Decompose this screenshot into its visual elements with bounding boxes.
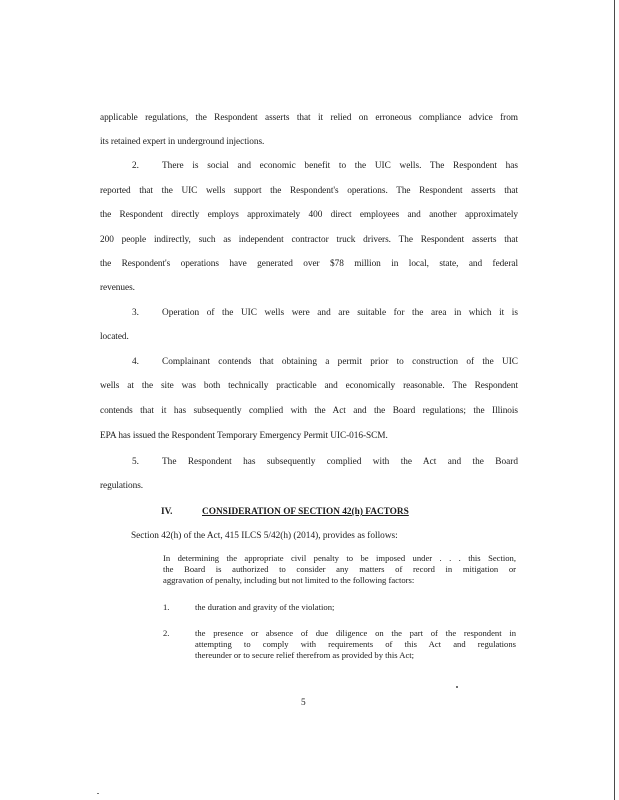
paragraph-number: 4. <box>132 357 139 367</box>
body-line: EPA has issued the Respondent Temporary Emergency Permit UIC-016-SCM. <box>100 431 388 441</box>
body-line: reported that the UIC wells support the Respondent's operations. The Respondent asserts that <box>100 186 518 196</box>
statute-intro-line: Section 42(h) of the Act, 415 ILCS 5/42(h) (2014), provides as follows: <box>131 531 398 541</box>
factor-number: 2. <box>163 628 170 638</box>
paragraph-number: 5. <box>132 457 139 467</box>
scan-edge-line <box>614 0 615 800</box>
factor-line: the duration and gravity of the violation; <box>195 602 335 612</box>
body-line: its retained expert in underground injections. <box>100 137 265 147</box>
factor-line: attempting to comply with requirements of this Act and regulations <box>195 639 516 649</box>
body-line: located. <box>100 332 129 342</box>
paragraph-number: 3. <box>132 308 139 318</box>
paragraph-first-line: Complainant contends that obtaining a permit prior to construction of the UIC <box>162 357 518 367</box>
quote-line: aggravation of penalty, including but not limited to the following factors: <box>163 575 415 585</box>
scan-speck <box>97 793 99 794</box>
factor-number: 1. <box>163 602 170 612</box>
page-number: 5 <box>301 698 306 708</box>
scan-speck <box>456 686 458 688</box>
body-line: contends that it has subsequently complied with the Act and the Board regulations; the Illinois <box>100 406 518 416</box>
body-line: regulations. <box>100 481 144 491</box>
body-line: the Respondent's operations have generated over $78 million in local, state, and federal <box>100 259 518 269</box>
quote-line: In determining the appropriate civil penalty to be imposed under . . . this Section, <box>163 553 516 563</box>
section-heading-title: CONSIDERATION OF SECTION 42(h) FACTORS <box>202 507 409 517</box>
body-line: wells at the site was both technically practicable and economically reasonable. The Respondent <box>100 381 518 391</box>
paragraph-number: 2. <box>132 161 139 171</box>
paragraph-first-line: The Respondent has subsequently complied with the Act and the Board <box>162 457 518 467</box>
body-line: revenues. <box>100 283 135 293</box>
factor-line: thereunder or to secure relief therefrom as provided by this Act; <box>195 650 415 660</box>
body-line: the Respondent directly employs approximately 400 direct employees and another approximately <box>100 210 518 220</box>
body-line: applicable regulations, the Respondent asserts that it relied on erroneous compliance advice from <box>100 113 518 123</box>
paragraph-first-line: Operation of the UIC wells were and are suitable for the area in which it is <box>162 308 518 318</box>
section-heading-number: IV. <box>161 507 173 517</box>
quote-line: the Board is authorized to consider any matters of record in mitigation or <box>163 564 516 574</box>
paragraph-first-line: There is social and economic benefit to the UIC wells. The Respondent has <box>162 161 518 171</box>
body-line: 200 people indirectly, such as independent contractor truck drivers. The Respondent asserts that <box>100 235 518 245</box>
factor-line: the presence or absence of due diligence on the part of the respondent in <box>195 628 516 638</box>
